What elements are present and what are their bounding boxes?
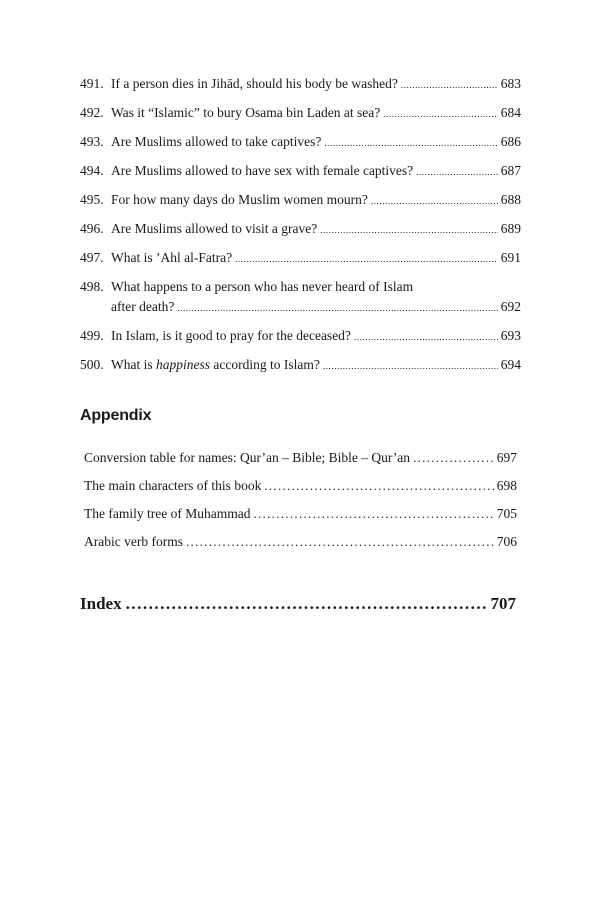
entry-page: 693 — [500, 328, 521, 343]
index-entry[interactable] — [80, 592, 516, 616]
appendix-entry-title: Arabic verb forms — [84, 534, 183, 549]
appendix-entry-family-tree[interactable] — [84, 504, 517, 524]
entry-number: 498. — [80, 279, 104, 294]
entry-number: 494. — [80, 163, 104, 178]
entry-number: 499. — [80, 328, 104, 343]
toc-entry-493[interactable] — [80, 132, 521, 153]
appendix-entry-main-characters[interactable] — [84, 476, 517, 496]
index-page: 707 — [490, 594, 516, 613]
entry-number: 492. — [80, 105, 104, 120]
dot-leader — [383, 104, 498, 124]
entry-page: 684 — [500, 105, 521, 120]
appendix-heading: Appendix — [80, 407, 152, 424]
toc-entry-495[interactable] — [80, 190, 521, 211]
entry-page: 688 — [500, 192, 521, 207]
appendix-entry-title: The main characters of this book — [84, 478, 262, 493]
dot-leader — [126, 592, 487, 616]
dot-leader — [354, 327, 498, 347]
appendix-entry-page: 698 — [496, 478, 517, 493]
appendix-entry-conversion-table[interactable] — [84, 448, 517, 468]
entry-number: 493. — [80, 134, 104, 149]
appendix-entry-page: 705 — [496, 506, 517, 521]
entry-title: Are Muslims allowed to visit a grave? — [111, 221, 318, 236]
appendix-entry-title: Conversion table for names: Qur’an – Bible; Bible – Qur’an — [84, 450, 411, 465]
entry-title: What is ’Ahl al-Fatra? — [111, 250, 233, 265]
dot-leader — [416, 162, 498, 182]
dot-leader — [413, 448, 494, 468]
entry-title: In Islam, is it good to pray for the deceased? — [111, 328, 351, 343]
appendix-entry-arabic-verb-forms[interactable] — [84, 532, 517, 552]
entry-title: Are Muslims allowed to take captives? — [111, 134, 322, 149]
entry-title: What happens to a person who has never heard of Islam — [111, 279, 414, 294]
entry-title-start: What is — [111, 357, 153, 372]
appendix-entry-page: 706 — [496, 534, 517, 549]
entry-number: 496. — [80, 221, 104, 236]
toc-entry-494[interactable] — [80, 161, 521, 182]
entry-title: For how many days do Muslim women mourn? — [111, 192, 368, 207]
dot-leader — [264, 476, 493, 496]
dot-leader — [324, 133, 497, 153]
entry-title: If a person dies in Jihād, should his body be washed? — [111, 76, 398, 91]
entry-number: 500. — [80, 357, 104, 372]
entry-number: 497. — [80, 250, 104, 265]
dot-leader — [323, 356, 498, 376]
dot-leader — [371, 191, 498, 211]
entry-page: 686 — [500, 134, 521, 149]
appendix-list — [84, 448, 517, 560]
entry-title-continued: after death? — [111, 299, 175, 314]
entry-title-end: according to Islam? — [213, 357, 320, 372]
toc-entry-497[interactable] — [80, 248, 521, 269]
entry-title-emphasis: happiness — [156, 357, 210, 372]
entry-page: 683 — [500, 76, 521, 91]
toc-question-list — [80, 74, 521, 384]
dot-leader — [186, 532, 494, 552]
entry-page: 692 — [500, 299, 521, 314]
entry-page: 687 — [500, 163, 521, 178]
entry-title — [111, 355, 320, 375]
entry-number: 491. — [80, 76, 104, 91]
dot-leader — [177, 298, 497, 318]
dot-leader — [235, 249, 498, 269]
dot-leader — [320, 220, 498, 240]
toc-entry-499[interactable] — [80, 326, 521, 347]
appendix-entry-page: 697 — [496, 450, 517, 465]
toc-entry-500[interactable] — [80, 355, 521, 376]
dot-leader — [401, 75, 498, 95]
entry-page: 691 — [500, 250, 521, 265]
entry-title: Was it “Islamic” to bury Osama bin Laden at sea? — [111, 105, 381, 120]
toc-entry-492[interactable] — [80, 103, 521, 124]
index-label: Index — [80, 594, 122, 613]
toc-entry-496[interactable] — [80, 219, 521, 240]
toc-entry-491[interactable] — [80, 74, 521, 95]
toc-entry-498[interactable] — [80, 277, 521, 318]
entry-number: 495. — [80, 192, 104, 207]
dot-leader — [253, 504, 493, 524]
entry-page: 689 — [500, 221, 521, 236]
entry-page: 694 — [500, 357, 521, 372]
entry-title: Are Muslims allowed to have sex with female captives? — [111, 163, 414, 178]
appendix-entry-title: The family tree of Muhammad — [84, 506, 251, 521]
